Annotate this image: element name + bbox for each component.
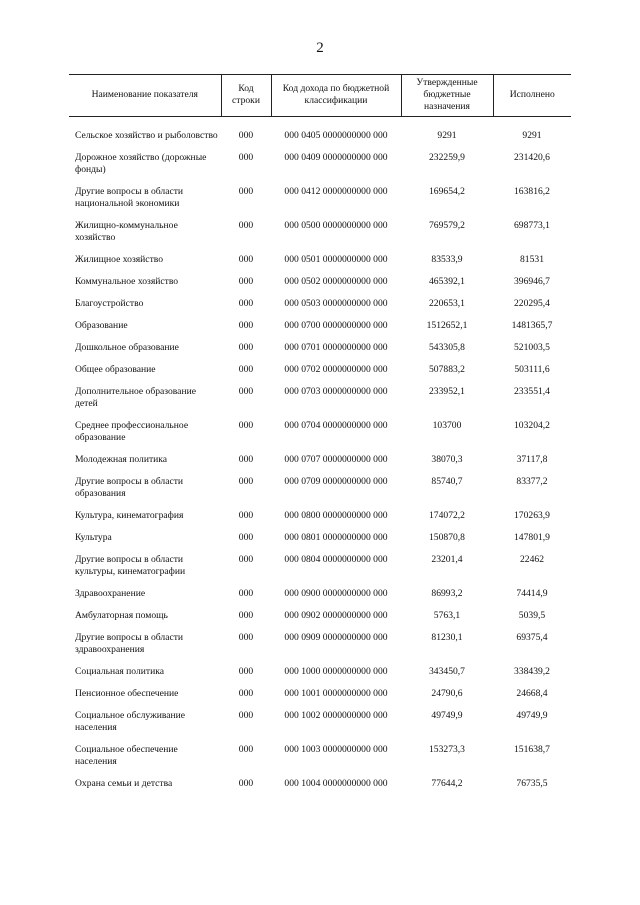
cell-code: 000 (238, 186, 254, 197)
cell-approved: 465392,1 (429, 276, 465, 287)
cell-classification: 000 0700 0000000000 000 (284, 320, 388, 331)
cell-executed: 1481365,7 (511, 320, 553, 331)
cell-executed: 22462 (520, 554, 544, 565)
cell-executed: 231420,6 (514, 152, 550, 163)
cell-code: 000 (238, 744, 254, 755)
page-number: 2 (316, 40, 324, 56)
table-row (69, 610, 571, 632)
cell-classification: 000 0503 0000000000 000 (284, 298, 388, 309)
cell-executed: 233551,4 (514, 386, 550, 397)
cell-code: 000 (238, 152, 254, 163)
cell-classification: 000 1004 0000000000 000 (284, 778, 388, 789)
cell-classification: 000 0502 0000000000 000 (284, 276, 388, 287)
cell-classification: 000 0409 0000000000 000 (284, 152, 388, 163)
cell-approved: 77644,2 (431, 778, 463, 789)
header-code: Код строки (221, 75, 271, 117)
cell-name: Социальное обслуживание населения (75, 710, 186, 733)
cell-name: Благоустройство (75, 298, 144, 309)
cell-name: Образование (75, 320, 128, 331)
cell-approved: 38070,3 (431, 454, 463, 465)
cell-approved: 85740,7 (431, 476, 463, 487)
cell-code: 000 (238, 320, 254, 331)
cell-approved: 1512652,1 (426, 320, 468, 331)
table-row (69, 420, 571, 454)
cell-executed: 103204,2 (514, 420, 550, 431)
cell-classification: 000 0909 0000000000 000 (284, 632, 388, 643)
cell-approved: 49749,9 (431, 710, 463, 721)
cell-classification: 000 0500 0000000000 000 (284, 220, 388, 231)
table-row (69, 130, 571, 152)
cell-approved: 174072,2 (429, 510, 465, 521)
cell-name: Дорожное хозяйство (дорожные фонды) (75, 152, 207, 175)
cell-code: 000 (238, 476, 254, 487)
table-row (69, 710, 571, 744)
cell-approved: 543305,8 (429, 342, 465, 353)
cell-code: 000 (238, 254, 254, 265)
cell-classification: 000 0801 0000000000 000 (284, 532, 388, 543)
header-executed: Исполнено (493, 75, 571, 117)
cell-name: Общее образование (75, 364, 156, 375)
cell-code: 000 (238, 386, 254, 397)
cell-name: Культура, кинематография (75, 510, 184, 521)
cell-executed: 147801,9 (514, 532, 550, 543)
cell-executed: 24668,4 (516, 688, 548, 699)
cell-classification: 000 0804 0000000000 000 (284, 554, 388, 565)
cell-approved: 103700 (432, 420, 462, 431)
cell-approved: 232259,9 (429, 152, 465, 163)
cell-approved: 507883,2 (429, 364, 465, 375)
cell-code: 000 (238, 688, 254, 699)
cell-classification: 000 0412 0000000000 000 (284, 186, 388, 197)
cell-classification: 000 0701 0000000000 000 (284, 342, 388, 353)
table-row (69, 386, 571, 420)
cell-name: Культура (75, 532, 112, 543)
table-row (69, 510, 571, 532)
cell-name: Другие вопросы в области здравоохранения (75, 632, 184, 655)
cell-name: Охрана семьи и детства (75, 778, 173, 789)
table-row (69, 152, 571, 186)
cell-name: Жилищно-коммунальное хозяйство (75, 220, 178, 243)
cell-executed: 170263,9 (514, 510, 550, 521)
cell-approved: 24790,6 (431, 688, 463, 699)
table-row (69, 688, 571, 710)
cell-approved: 86993,2 (431, 588, 463, 599)
cell-executed: 49749,9 (516, 710, 548, 721)
table-row (69, 342, 571, 364)
cell-executed: 698773,1 (514, 220, 550, 231)
cell-name: Социальная политика (75, 666, 164, 677)
table-body (69, 117, 571, 801)
cell-classification: 000 0707 0000000000 000 (284, 454, 388, 465)
cell-classification: 000 1002 0000000000 000 (284, 710, 388, 721)
cell-code: 000 (238, 220, 254, 231)
cell-approved: 81230,1 (431, 632, 463, 643)
cell-code: 000 (238, 532, 254, 543)
cell-code: 000 (238, 130, 254, 141)
cell-code: 000 (238, 364, 254, 375)
cell-approved: 23201,4 (431, 554, 463, 565)
cell-name: Дополнительное образование детей (75, 386, 196, 409)
table-row (69, 298, 571, 320)
cell-classification: 000 0702 0000000000 000 (284, 364, 388, 375)
cell-code: 000 (238, 632, 254, 643)
table-row (69, 666, 571, 688)
cell-executed: 76735,5 (516, 778, 548, 789)
table-row (69, 532, 571, 554)
cell-classification: 000 0405 0000000000 000 (284, 130, 388, 141)
cell-executed: 69375,4 (516, 632, 548, 643)
cell-name: Социальное обеспечение населения (75, 744, 178, 767)
cell-executed: 220295,4 (514, 298, 550, 309)
header-name: Наименование показателя (69, 75, 221, 117)
cell-classification: 000 0704 0000000000 000 (284, 420, 388, 431)
cell-approved: 83533,9 (431, 254, 463, 265)
cell-code: 000 (238, 510, 254, 521)
cell-code: 000 (238, 610, 254, 621)
cell-name: Здравоохранение (75, 588, 146, 599)
table-row (69, 186, 571, 220)
budget-execution-table (69, 74, 571, 800)
cell-classification: 000 1000 0000000000 000 (284, 666, 388, 677)
cell-code: 000 (238, 276, 254, 287)
header-classification: Код дохода по бюджетной классификации (271, 75, 401, 117)
table-row (69, 632, 571, 666)
table-row (69, 554, 571, 588)
cell-approved: 5763,1 (433, 610, 461, 621)
cell-classification: 000 1001 0000000000 000 (284, 688, 388, 699)
cell-code: 000 (238, 588, 254, 599)
cell-approved: 153273,3 (429, 744, 465, 755)
cell-name: Амбулаторная помощь (75, 610, 168, 621)
table-row (69, 220, 571, 254)
table-row (69, 744, 571, 778)
cell-approved: 150870,8 (429, 532, 465, 543)
table-row (69, 778, 571, 800)
cell-name: Жилищное хозяйство (75, 254, 164, 265)
cell-approved: 769579,2 (429, 220, 465, 231)
cell-code: 000 (238, 710, 254, 721)
cell-classification: 000 0501 0000000000 000 (284, 254, 388, 265)
cell-executed: 83377,2 (516, 476, 548, 487)
table-row (69, 476, 571, 510)
cell-name: Среднее профессиональное образование (75, 420, 189, 443)
cell-approved: 233952,1 (429, 386, 465, 397)
cell-name: Пенсионное обеспечение (75, 688, 179, 699)
cell-name: Дошкольное образование (75, 342, 179, 353)
cell-name: Другие вопросы в области образования (75, 476, 184, 499)
header-approved: Утвержденные бюджетные назначения (401, 75, 493, 117)
cell-classification: 000 0800 0000000000 000 (284, 510, 388, 521)
cell-classification: 000 0900 0000000000 000 (284, 588, 388, 599)
cell-name: Коммунальное хозяйство (75, 276, 179, 287)
cell-classification: 000 0703 0000000000 000 (284, 386, 388, 397)
cell-executed: 5039,5 (518, 610, 546, 621)
cell-executed: 521003,5 (514, 342, 550, 353)
cell-code: 000 (238, 420, 254, 431)
cell-executed: 81531 (520, 254, 544, 265)
cell-name: Молодежная политика (75, 454, 168, 465)
cell-executed: 74414,9 (516, 588, 548, 599)
cell-classification: 000 0902 0000000000 000 (284, 610, 388, 621)
cell-name: Другие вопросы в области культуры, кинематографии (75, 554, 186, 577)
cell-approved: 169654,2 (429, 186, 465, 197)
cell-name: Сельское хозяйство и рыболовство (75, 130, 218, 141)
cell-executed: 503111,6 (514, 364, 550, 375)
cell-code: 000 (238, 666, 254, 677)
table-row (69, 320, 571, 342)
table-row (69, 364, 571, 386)
table-header (69, 75, 571, 117)
table-row (69, 254, 571, 276)
cell-classification: 000 1003 0000000000 000 (284, 744, 388, 755)
cell-code: 000 (238, 342, 254, 353)
cell-executed: 9291 (522, 130, 542, 141)
cell-code: 000 (238, 298, 254, 309)
cell-approved: 9291 (437, 130, 457, 141)
cell-executed: 396946,7 (514, 276, 550, 287)
cell-executed: 163816,2 (514, 186, 550, 197)
cell-executed: 338439,2 (514, 666, 550, 677)
cell-executed: 37117,8 (516, 454, 548, 465)
table-row (69, 454, 571, 476)
cell-code: 000 (238, 554, 254, 565)
cell-classification: 000 0709 0000000000 000 (284, 476, 388, 487)
cell-approved: 220653,1 (429, 298, 465, 309)
cell-name: Другие вопросы в области национальной экономики (75, 186, 184, 209)
cell-executed: 151638,7 (514, 744, 550, 755)
table-row (69, 588, 571, 610)
cell-approved: 343450,7 (429, 666, 465, 677)
table-row (69, 276, 571, 298)
cell-code: 000 (238, 454, 254, 465)
cell-code: 000 (238, 778, 254, 789)
